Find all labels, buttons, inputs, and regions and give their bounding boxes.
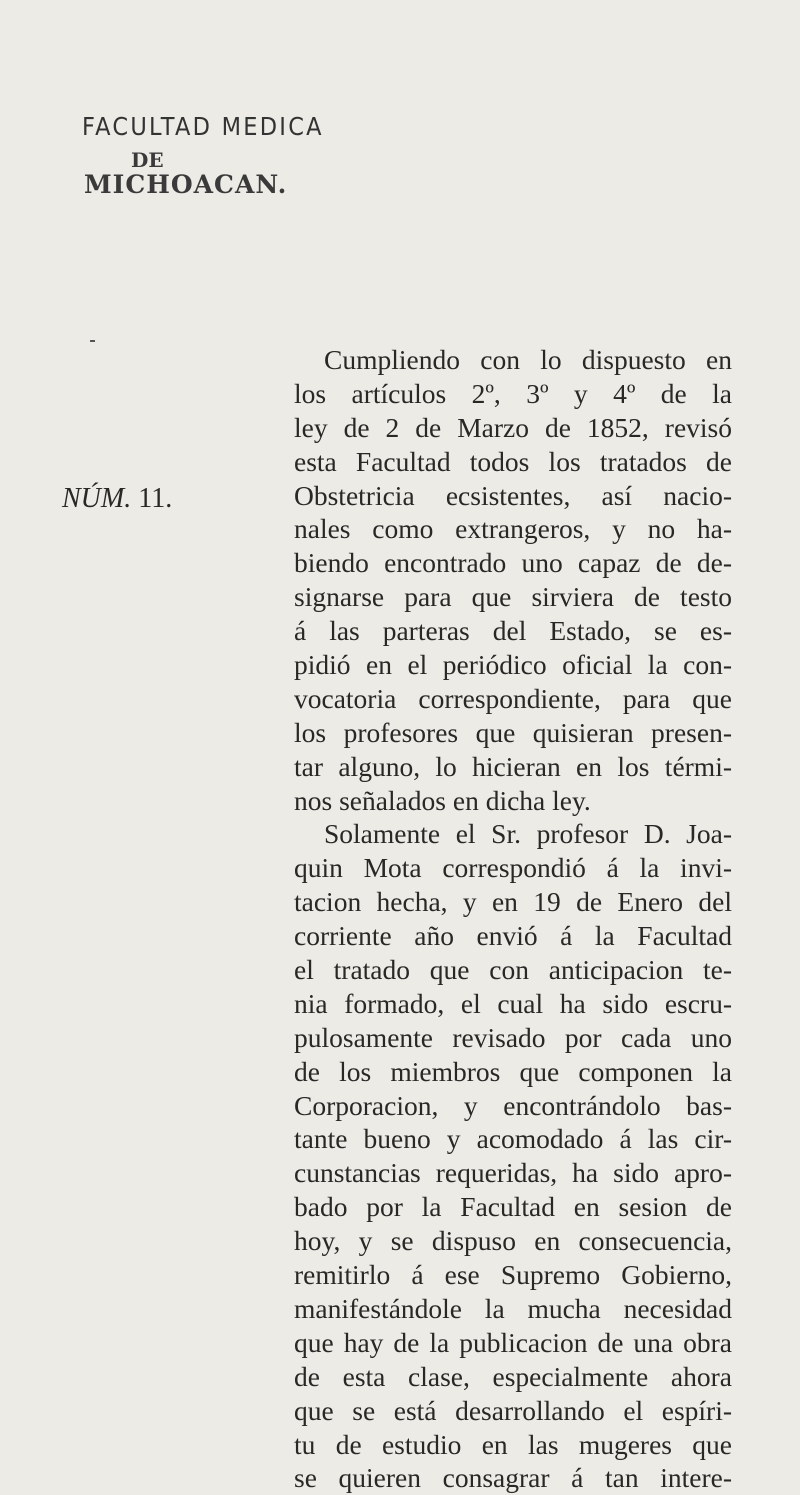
margin-dash-mark xyxy=(90,340,95,342)
text-line: tacion hecha, y en 19 de Enero del xyxy=(294,886,732,918)
number-label: NÚM. xyxy=(62,483,132,514)
text-line: Corporacion, y encontrándolo bas- xyxy=(294,1089,732,1121)
stamp-ornament: DE xyxy=(131,148,164,172)
text-line: signarse para que sirviera de testo xyxy=(294,581,732,613)
text-line: tante bueno y acomodado á las cir- xyxy=(294,1123,732,1155)
text-line: Cumpliendo con lo dispuesto en xyxy=(324,344,732,375)
text-line: tar alguno, lo hicieran en los térmi- xyxy=(294,750,732,782)
text-line: biendo encontrado uno capaz de de- xyxy=(294,547,732,579)
text-line: pidió en el periódico oficial la con- xyxy=(294,649,732,681)
text-line: los profesores que quisieran presen- xyxy=(294,716,732,748)
text-line: hoy, y se dispuso en consecuencia, xyxy=(294,1225,732,1257)
text-line: bado por la Facultad en sesion de xyxy=(294,1191,732,1223)
text-line: corriente año envió á la Facultad xyxy=(294,920,732,952)
text-line: nos señalados en dicha ley. xyxy=(294,784,591,816)
stamp-institution-name: FACULTAD MEDICA xyxy=(82,112,324,141)
text-line: esta Facultad todos los tratados de xyxy=(294,445,732,477)
body-text xyxy=(294,343,732,1495)
text-line: remitirlo á ese Supremo Gobierno, xyxy=(294,1259,732,1291)
text-line: que hay de la publicacion de una obra xyxy=(294,1326,732,1358)
text-line: pulosamente revisado por cada uno xyxy=(294,1021,732,1053)
text-line: manifestándole la mucha necesidad xyxy=(294,1292,732,1324)
text-line: tu de estudio en las mugeres que xyxy=(294,1428,732,1460)
text-line: quin Mota correspondió á la invi- xyxy=(294,852,732,884)
text-line: ley de 2 de Marzo de 1852, revisó xyxy=(294,411,732,443)
text-line: de esta clase, especialmente ahora xyxy=(294,1360,732,1392)
document-number xyxy=(62,481,172,516)
text-line: los artículos 2º, 3º y 4º de la xyxy=(294,377,732,409)
text-line: nia formado, el cual ha sido escru- xyxy=(294,987,732,1019)
text-line: que se está desarrollando el espíri- xyxy=(294,1394,732,1426)
number-value: 11. xyxy=(138,483,173,514)
text-line: Obstetricia ecsistentes, así nacio- xyxy=(294,479,732,511)
text-line: vocatoria correspondiente, para que xyxy=(294,682,732,714)
text-line: de los miembros que componen la xyxy=(294,1055,732,1087)
text-line: Solamente el Sr. profesor D. Joa- xyxy=(324,818,732,850)
text-line: á las parteras del Estado, se es- xyxy=(294,615,732,647)
stamp-place-name: MICHOACAN. xyxy=(84,170,288,199)
text-line: nales como extrangeros, y no ha- xyxy=(294,513,732,545)
text-line: el tratado que con anticipacion te- xyxy=(294,954,732,986)
text-line: se quieren consagrar á tan intere- xyxy=(294,1462,732,1494)
text-line: cunstancias requeridas, ha sido apro- xyxy=(294,1157,732,1189)
